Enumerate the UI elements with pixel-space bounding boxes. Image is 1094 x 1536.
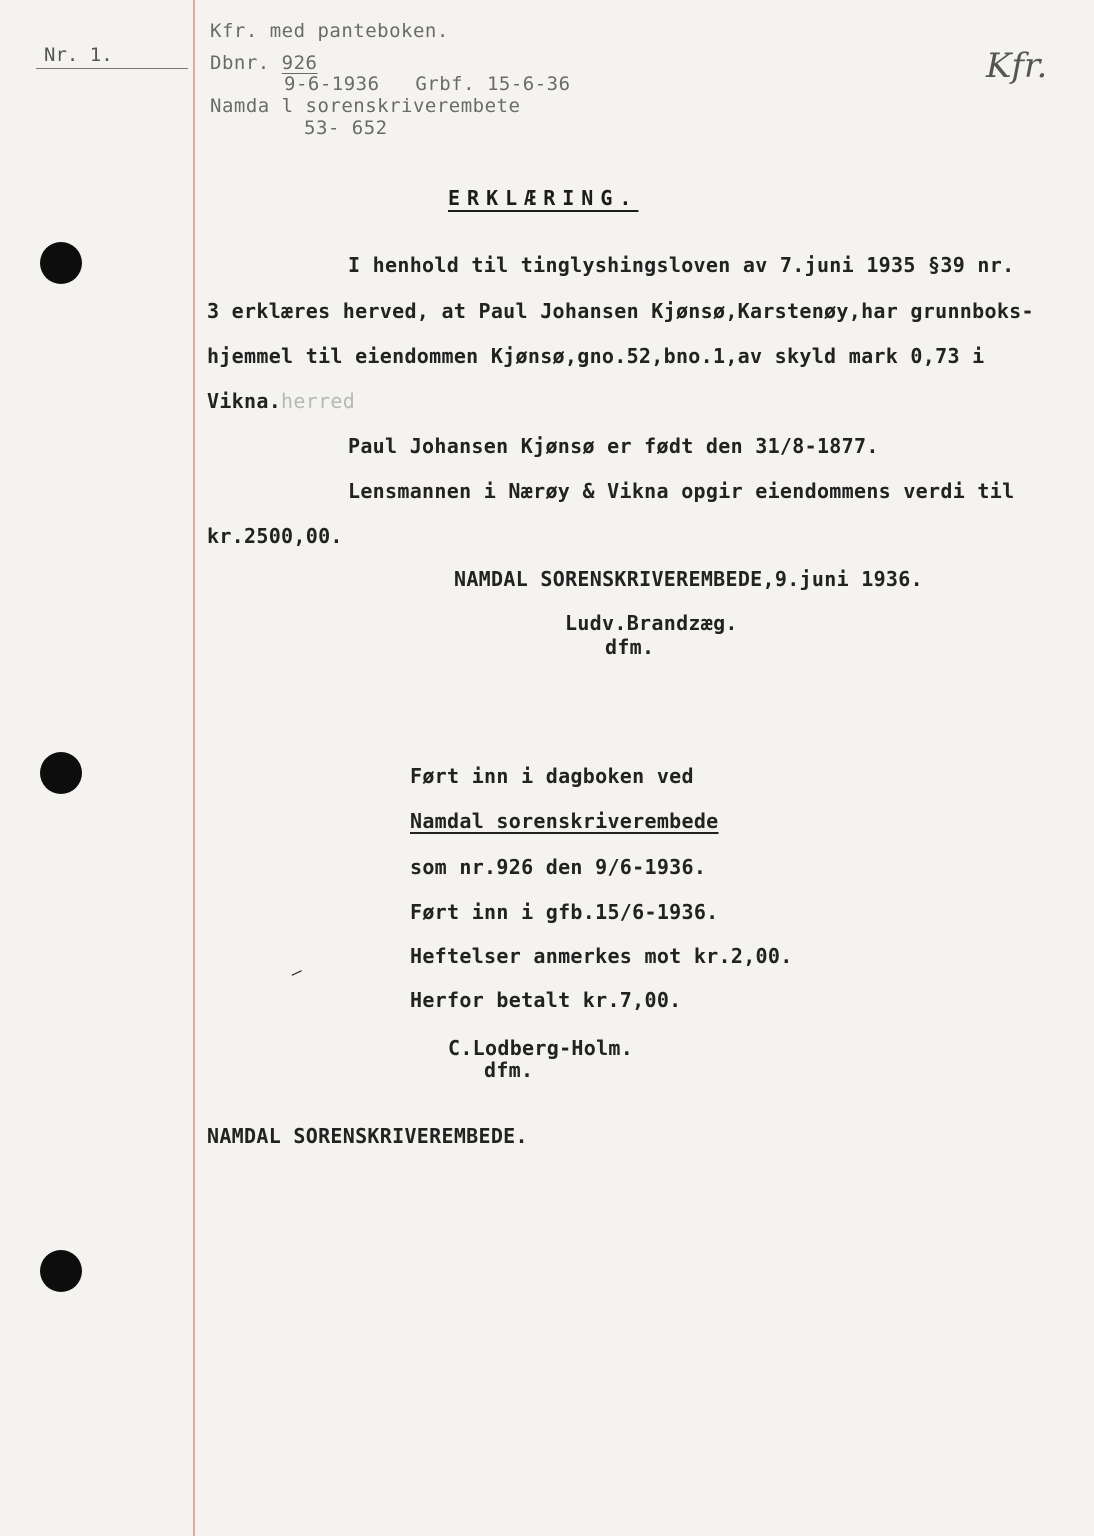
handwritten-note: Kfr. — [986, 46, 1048, 86]
registration-line-3: som nr.926 den 9/6-1936. — [410, 855, 707, 879]
document-number: Nr. 1. — [44, 44, 113, 66]
dbnr-value: 926 — [281, 52, 318, 74]
faint-text: herred — [281, 389, 356, 413]
header-dates: 9-6-1936 Grbf. 15-6-36 — [284, 73, 571, 95]
footer-office: NAMDAL SORENSKRIVEREMBEDE. — [207, 1124, 528, 1148]
registration-line-4: Ført inn i gfb.15/6-1936. — [410, 900, 719, 924]
registration-signature-title: dfm. — [484, 1058, 534, 1082]
punch-hole — [40, 1250, 82, 1292]
paragraph-1-line-4 — [207, 389, 355, 413]
margin-rule — [193, 0, 195, 1536]
header-line-1: Kfr. med panteboken. — [210, 20, 449, 42]
margin-mark: — — [287, 960, 306, 985]
dbnr-label: Dbnr. — [210, 52, 270, 74]
registration-signature-name: C.Lodberg-Holm. — [448, 1036, 634, 1060]
place-name: Vikna. — [207, 389, 282, 413]
paragraph-1-line-2: 3 erklæres herved, at Paul Johansen Kjønsø,Karstenøy,har grunnboks- — [207, 299, 1034, 323]
punch-hole — [40, 752, 82, 794]
registration-line-2: Namdal sorenskriverembede — [410, 809, 719, 833]
paragraph-3-line-2: kr.2500,00. — [207, 524, 343, 548]
paragraph-1-line-1: I henhold til tinglyshingsloven av 7.juni 1935 §39 nr. — [348, 253, 1015, 277]
number-rule — [36, 68, 188, 69]
signature-title: dfm. — [605, 635, 655, 659]
header-office: Namda l sorenskriverembete — [210, 95, 521, 117]
paragraph-2: Paul Johansen Kjønsø er født den 31/8-1877. — [348, 434, 879, 458]
registration-line-5: Heftelser anmerkes mot kr.2,00. — [410, 944, 793, 968]
header-dbnr — [210, 52, 317, 74]
paragraph-3-line-1: Lensmannen i Nærøy & Vikna opgir eiendommens verdi til — [348, 479, 1015, 503]
signature-place-date: NAMDAL SORENSKRIVEREMBEDE,9.juni 1936. — [454, 567, 923, 591]
paragraph-1-line-3: hjemmel til eiendommen Kjønsø,gno.52,bno.1,av skyld mark 0,73 i — [207, 344, 985, 368]
punch-hole — [40, 242, 82, 284]
document-title: ERKLÆRING. — [448, 186, 639, 210]
registration-line-1: Ført inn i dagboken ved — [410, 764, 694, 788]
registration-line-6: Herfor betalt kr.7,00. — [410, 988, 682, 1012]
signature-name: Ludv.Brandzæg. — [565, 611, 738, 635]
header-reference: 53- 652 — [304, 117, 388, 139]
